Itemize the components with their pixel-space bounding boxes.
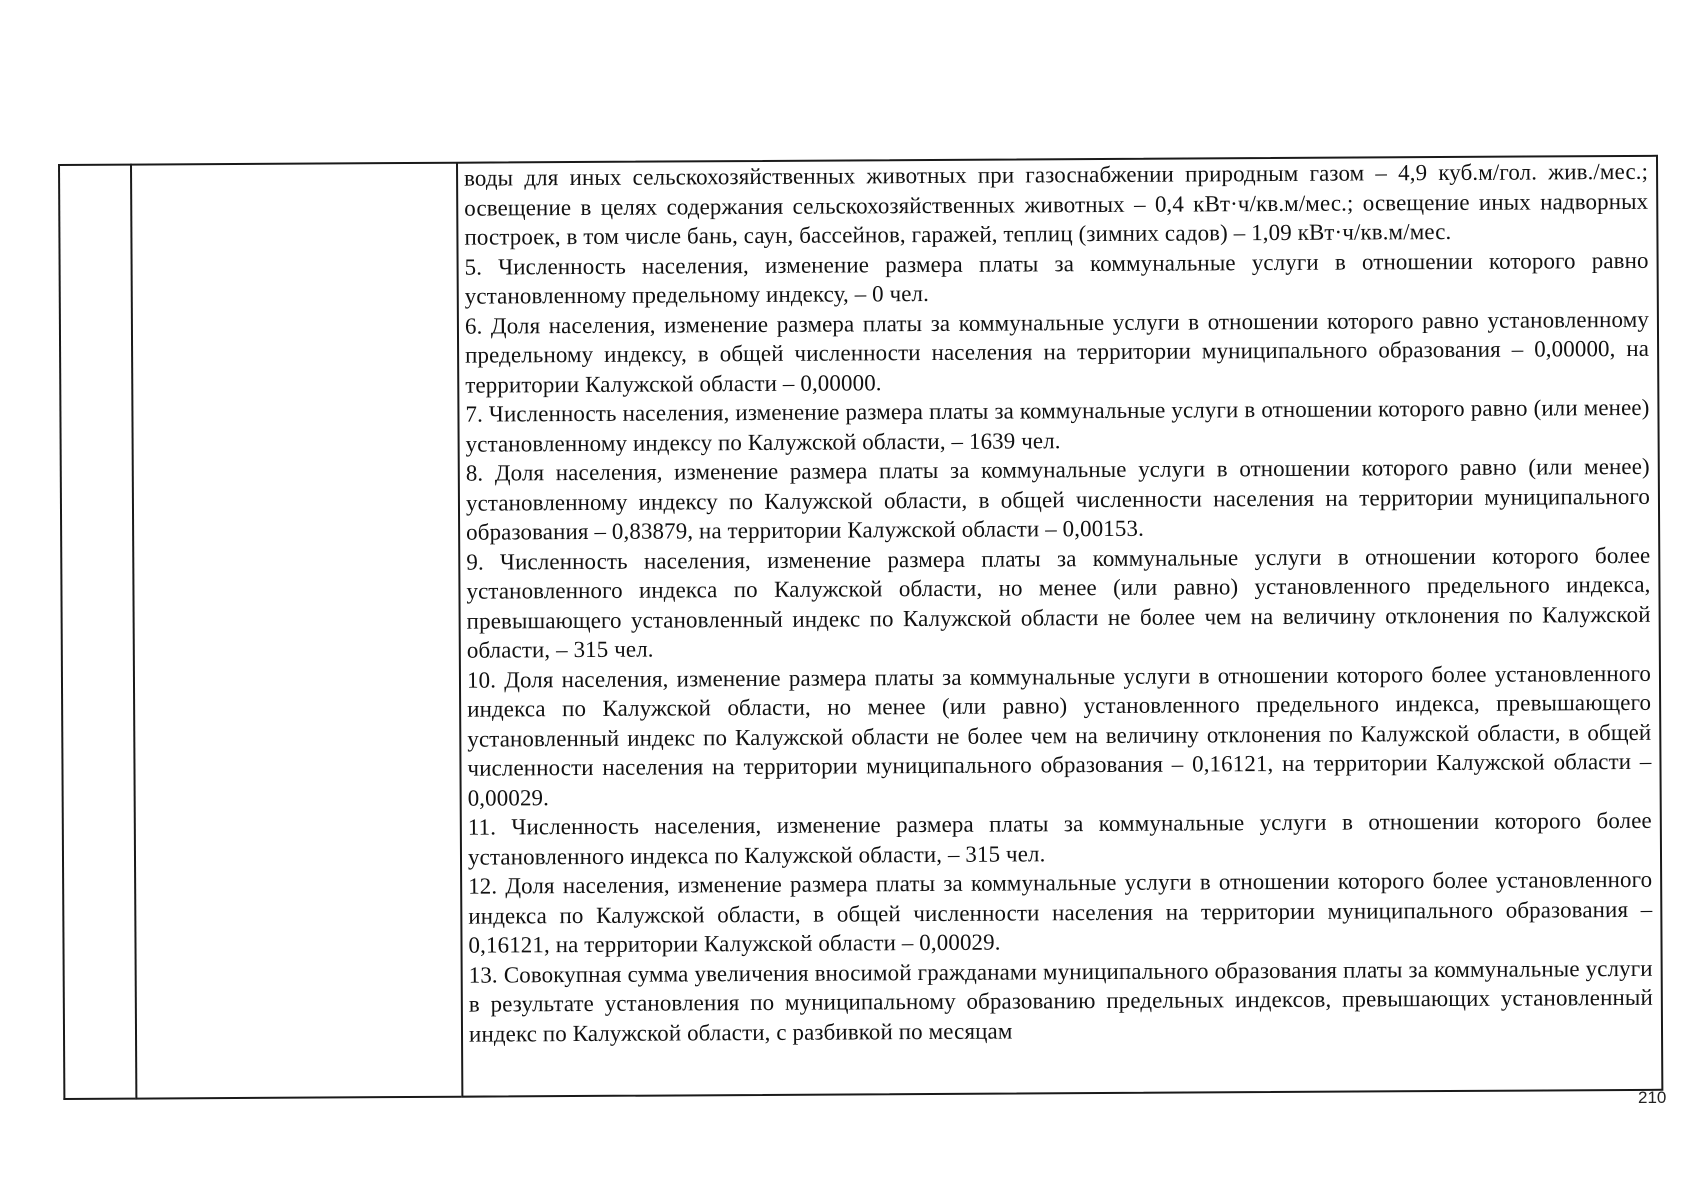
paragraph: 10. Доля населения, изменение размера платы за коммунальные услуги в отношении которого более установленного индекса по Калужской области, но менее (или равно) установленного предельного индекса, превышающего установленный индекс по Калужской области не более чем на величину отклонения по Калужской области, в общей численности населения на территории муниципального образования – 0,16121, на территории Калужской области – 0,00029. xyxy=(466,660,1652,811)
paragraph: 5. Численность населения, изменение размера платы за коммунальные услуги в отношении которого равно установленному предельному индексу, – 0 чел. xyxy=(464,247,1649,309)
page-number: 210 xyxy=(1638,1088,1667,1107)
paragraph: 6. Доля населения, изменение размера платы за коммунальные услуги в отношении которого равно установленному предельному индексу, в общей численности населения на территории муниципального образования – 0,00000, на территории Калужской области – 0,00000. xyxy=(464,306,1650,398)
paragraph: 9. Численность населения, изменение размера платы за коммунальные услуги в отношении которого более установленного индекса по Калужской области, но менее (или равно) установленного предельного индекса, превышающего установленный индекс по Калужской области не более чем на величину отклонения по Калужской области, – 315 чел. xyxy=(466,542,1651,663)
paragraph: 13. Совокупная сумма увеличения вносимой гражданами муниципального образования платы за коммунальные услуги в результате установления по муниципальному образованию предельных индексов, превышающих установленный индекс по Калужской области, с разбивкой по месяцам xyxy=(468,955,1653,1047)
paragraph: 7. Численность населения, изменение размера платы за коммунальные услуги в отношении которого равно (или менее) установленному индексу по Калужской области, – 1639 чел. xyxy=(465,394,1650,457)
table-cell-name xyxy=(130,162,461,1100)
content-text xyxy=(464,157,1653,1049)
paragraph: 8. Доля населения, изменение размера платы за коммунальные услуги в отношении которого равно (или менее) установленному индексу по Калужской области, в общей численности населения на территории муниципального образования – 0,83879, на территории Калужской области – 0,00153. xyxy=(465,453,1651,545)
paragraph: 12. Доля населения, изменение размера платы за коммунальные услуги в отношении которого более установленного индекса по Калужской области, в общей численности населения на территории муниципального образования – 0,16121, на территории Калужской области – 0,00029. xyxy=(468,866,1653,958)
table xyxy=(58,155,1663,1100)
table-cell-number xyxy=(58,164,135,1100)
paragraph: воды для иных сельскохозяйственных животных при газоснабжении природным газом – 4,9 куб.м/гол. жив./мес.; освещение в целях содержания сельскохозяйственных животных – 0,4 кВт·ч/кв.м/мес.; освещение иных надворных построек, в том числе бань, саун, бассейнов, гаражей, теплиц (зимних садов) – 1,09 кВт·ч/кв.м/мес. xyxy=(464,158,1649,250)
table-cell-content xyxy=(456,155,1663,1098)
paragraph: 11. Численность населения, изменение размера платы за коммунальные услуги в отношении которого более установленного индекса по Калужской области, – 315 чел. xyxy=(467,807,1652,870)
